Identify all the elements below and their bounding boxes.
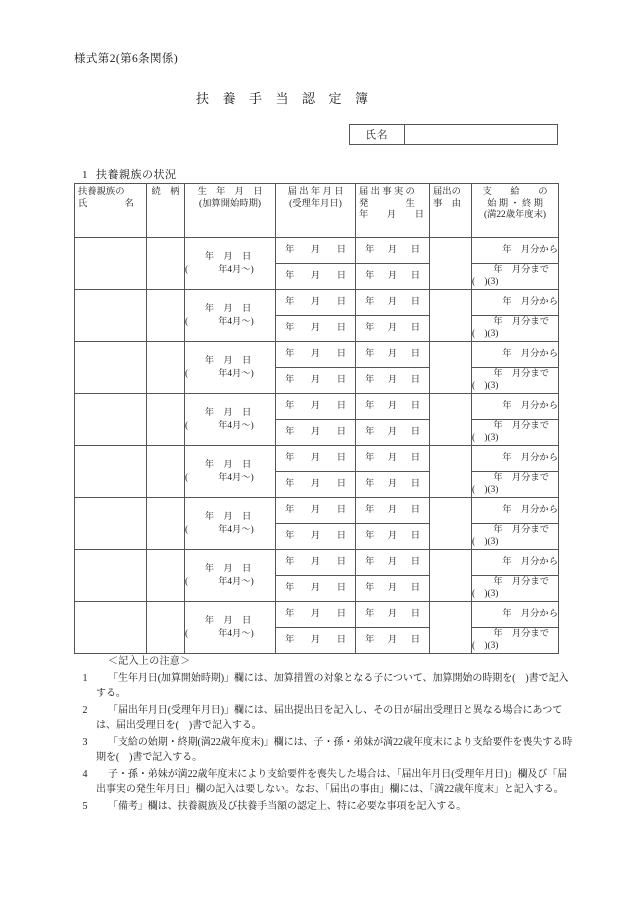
cell-report-date[interactable]: 年 月 日 [276,498,356,524]
cell-fact-date[interactable]: 年 月 日 [356,602,430,628]
note-item [74,703,574,734]
col-header-relative-name-line2: 氏 名 [78,198,134,209]
note-item [74,767,574,798]
cell-payment-to[interactable]: 年 月分まで ( )(3) [472,628,559,654]
table-row [75,602,559,628]
col-header-fact-date-line1: 届 出 事 実 の [359,187,415,197]
cell-relative-name[interactable] [75,238,147,290]
cell-report-date[interactable]: 年 月 日 [276,524,356,550]
cell-fact-date[interactable]: 年 月 日 [356,576,430,602]
cell-payment-from[interactable]: 年 月分から [472,238,559,264]
note-item [74,735,574,766]
col-header-reason-line2: 事 由 [433,198,461,209]
section-title: 扶養親族の状況 [96,169,177,181]
cell-birth-date[interactable]: 年 月 日 ( 年4月〜) [185,290,276,342]
cell-relative-name[interactable] [75,394,147,446]
cell-payment-from[interactable]: 年 月分から [472,602,559,628]
col-header-payment-period-line2: 始 期 ・ 終 期 [487,198,543,209]
cell-relation[interactable] [147,602,185,654]
note-text: 「支給の始期・終期(満22歳年度末)」欄には、子・孫・弟妹が満22歳年度末により支給要件を喪失する時期を( )書で記入する。 [96,736,573,763]
cell-reason[interactable] [430,342,472,394]
cell-birth-date[interactable]: 年 月 日 ( 年4月〜) [185,394,276,446]
name-field-box [349,124,558,145]
cell-fact-date[interactable]: 年 月 日 [356,368,430,394]
col-header-fact-date [356,184,430,238]
cell-reason[interactable] [430,290,472,342]
cell-report-date[interactable]: 年 月 日 [276,290,356,316]
cell-report-date[interactable]: 年 月 日 [276,472,356,498]
cell-fact-date[interactable]: 年 月 日 [356,628,430,654]
note-text: 子・孫・弟妹が満22歳年度末により支給要件を喪失した場合は、「届出年月日(受理年月日)」欄及び「届出事実の発生年月日」欄の記入は要しない。なお、「届出の事由」欄には、「満22歳年度末」と記入する。 [96,768,568,795]
cell-reason[interactable] [430,394,472,446]
cell-payment-from[interactable]: 年 月分から [472,290,559,316]
form-number: 様式第2(第6条関係) [74,53,179,65]
cell-fact-date[interactable]: 年 月 日 [356,550,430,576]
cell-report-date[interactable]: 年 月 日 [276,394,356,420]
cell-relative-name[interactable] [75,290,147,342]
cell-fact-date[interactable]: 年 月 日 [356,394,430,420]
cell-birth-date[interactable]: 年 月 日 ( 年4月〜) [185,550,276,602]
cell-relative-name[interactable] [75,446,147,498]
cell-relation[interactable] [147,238,185,290]
notes-list [74,671,574,815]
cell-fact-date[interactable]: 年 月 日 [356,264,430,290]
col-header-relative-name-line1: 扶養親族の [78,187,125,197]
cell-birth-date[interactable]: 年 月 日 ( 年4月〜) [185,498,276,550]
cell-birth-date[interactable]: 年 月 日 ( 年4月〜) [185,238,276,290]
table-row [75,290,559,316]
cell-payment-from[interactable]: 年 月分から [472,446,559,472]
col-header-relation-line1: 続 柄 [151,187,180,197]
cell-relation[interactable] [147,394,185,446]
col-header-birth-date [185,184,276,238]
cell-relation[interactable] [147,446,185,498]
note-text: 「備考」欄は、扶養親族及び扶養手当額の認定上、特に必要な事項を記入する。 [108,800,467,812]
cell-reason[interactable] [430,498,472,550]
cell-relative-name[interactable] [75,498,147,550]
col-header-payment-period-line1: 支 給 の [482,187,548,197]
cell-payment-from[interactable]: 年 月分から [472,498,559,524]
cell-relative-name[interactable] [75,342,147,394]
col-header-reason-line1: 届出の [433,187,461,197]
cell-fact-date[interactable]: 年 月 日 [356,472,430,498]
cell-fact-date[interactable]: 年 月 日 [356,316,430,342]
note-number: 1 [82,672,88,684]
table-header [75,184,559,238]
cell-report-date[interactable]: 年 月 日 [276,602,356,628]
notes-section [74,654,574,814]
cell-report-date[interactable]: 年 月 日 [276,264,356,290]
col-header-relative-name [75,184,147,238]
cell-payment-to[interactable]: 年 月分まで ( )(3) [472,524,559,550]
col-header-report-date-line2: (受理年月日) [289,198,342,209]
cell-fact-date[interactable]: 年 月 日 [356,446,430,472]
cell-fact-date[interactable]: 年 月 日 [356,420,430,446]
cell-report-date[interactable]: 年 月 日 [276,342,356,368]
col-header-payment-period-line3: (満22歳年度末) [484,210,546,221]
note-number: 3 [82,736,88,748]
note-number: 2 [82,704,88,716]
cell-payment-to[interactable]: 年 月分まで ( )(3) [472,472,559,498]
section-heading [82,166,177,182]
table-body [75,238,559,654]
note-text: 「生年月日(加算開始時期)」欄には、加算措置の対象となる子について、加算開始の時期を( )書で記入する。 [96,672,569,699]
cell-report-date[interactable]: 年 月 日 [276,368,356,394]
cell-fact-date[interactable]: 年 月 日 [356,524,430,550]
cell-birth-date[interactable]: 年 月 日 ( 年4月〜) [185,446,276,498]
col-header-report-date [276,184,356,238]
table-row [75,498,559,524]
note-item [74,671,574,702]
cell-fact-date[interactable]: 年 月 日 [356,290,430,316]
section-number: 1 [82,169,88,181]
cell-payment-to[interactable]: 年 月分まで ( )(3) [472,368,559,394]
dependents-table [74,183,559,654]
cell-birth-date[interactable]: 年 月 日 ( 年4月〜) [185,342,276,394]
cell-reason[interactable] [430,602,472,654]
table-header-row [75,184,559,238]
cell-payment-from[interactable]: 年 月分から [472,394,559,420]
notes-title: ＜記入上の注意＞ [108,656,191,667]
col-header-report-date-line1: 届 出 年 月 日 [287,187,344,197]
table-row [75,550,559,576]
cell-payment-to[interactable]: 年 月分まで ( )(3) [472,576,559,602]
cell-relation[interactable] [147,550,185,602]
name-field-label: 氏名 [350,125,405,144]
cell-relation[interactable] [147,498,185,550]
cell-payment-from[interactable]: 年 月分から [472,550,559,576]
cell-report-date[interactable]: 年 月 日 [276,576,356,602]
name-field-input[interactable] [405,125,557,144]
document-title: 扶養手当認定簿 [196,91,382,106]
col-header-birth-date-line2: (加算開始時期) [199,198,261,209]
cell-report-date[interactable]: 年 月 日 [276,238,356,264]
note-number: 4 [82,768,88,780]
cell-report-date[interactable]: 年 月 日 [276,550,356,576]
table-row [75,446,559,472]
note-text: 「届出年月日(受理年月日)」欄には、届出提出日を記入し、その日が届出受理日と異なる場合にあつては、届出受理日を( )書で記入する。 [96,704,563,731]
note-item [74,799,574,815]
col-header-birth-date-line1: 生 年 月 日 [197,187,263,197]
cell-birth-date[interactable]: 年 月 日 ( 年4月〜) [185,602,276,654]
cell-relation[interactable] [147,342,185,394]
cell-report-date[interactable]: 年 月 日 [276,446,356,472]
table-row [75,394,559,420]
cell-report-date[interactable]: 年 月 日 [276,420,356,446]
cell-relative-name[interactable] [75,602,147,654]
table-row [75,238,559,264]
cell-relative-name[interactable] [75,550,147,602]
cell-payment-from[interactable]: 年 月分から [472,342,559,368]
col-header-fact-date-line2: 発 生 [359,198,415,209]
cell-reason[interactable] [430,238,472,290]
col-header-reason [430,184,472,238]
cell-report-date[interactable]: 年 月 日 [276,628,356,654]
cell-fact-date[interactable]: 年 月 日 [356,238,430,264]
cell-report-date[interactable]: 年 月 日 [276,316,356,342]
col-header-relation [147,184,185,238]
cell-relation[interactable] [147,290,185,342]
table-row [75,342,559,368]
cell-payment-to[interactable]: 年 月分まで ( )(3) [472,316,559,342]
cell-reason[interactable] [430,550,472,602]
cell-fact-date[interactable]: 年 月 日 [356,342,430,368]
col-header-fact-date-line3: 年 月 日 [359,210,425,221]
cell-fact-date[interactable]: 年 月 日 [356,498,430,524]
cell-payment-to[interactable]: 年 月分まで ( )(3) [472,420,559,446]
col-header-payment-period [472,184,559,238]
note-number: 5 [82,800,88,812]
cell-reason[interactable] [430,446,472,498]
cell-payment-to[interactable]: 年 月分まで ( )(3) [472,264,559,290]
